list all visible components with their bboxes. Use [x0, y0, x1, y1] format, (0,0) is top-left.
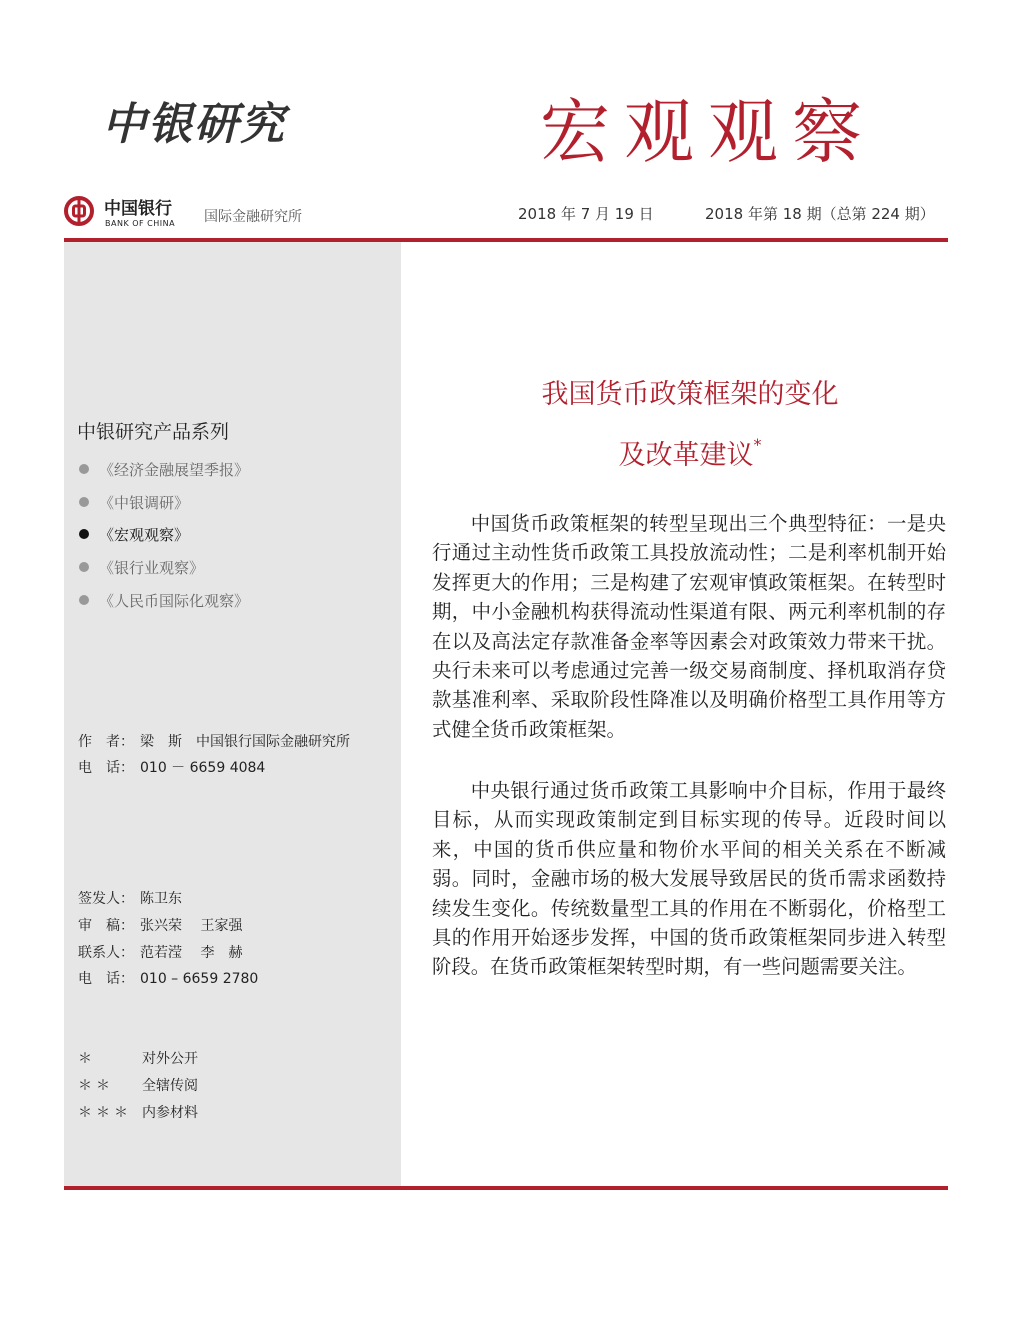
- level-stars: ＊＊＊: [78, 1105, 132, 1121]
- level-label: 内参材料: [142, 1105, 198, 1121]
- bank-of-china-logo-icon: [64, 196, 94, 226]
- institute-name: 国际金融研究所: [204, 209, 302, 225]
- author-phone-row: [78, 757, 265, 777]
- series-title: 宏观观察: [540, 91, 876, 173]
- reviewer-row: [78, 915, 242, 935]
- product-label: 《宏观观察》: [99, 526, 190, 544]
- classification-level: [78, 1075, 198, 1095]
- report-title-line2: [430, 420, 950, 481]
- level-label: 对外公开: [142, 1051, 198, 1067]
- product-label: 《经济金融展望季报》: [99, 461, 250, 479]
- contact-row: [78, 942, 242, 962]
- bullet-icon: [79, 497, 89, 507]
- product-item: [79, 492, 189, 513]
- report-title-line2-text: 及改革建议: [618, 440, 754, 471]
- sidebar-panel: [64, 242, 401, 1186]
- author-value: 梁 斯 中国银行国际金融研究所: [140, 734, 350, 750]
- bank-name-en: BANK OF CHINA: [105, 219, 176, 228]
- signer-value: 陈卫东: [140, 891, 182, 907]
- level-stars: ＊＊: [78, 1078, 114, 1094]
- classification-level: [78, 1048, 198, 1068]
- product-item: [79, 590, 249, 611]
- issue-number: 2018 年第 18 期（总第 224 期）: [705, 205, 935, 223]
- contact-phone-value: 010 – 6659 2780: [140, 971, 259, 987]
- products-heading: 中银研究产品系列: [77, 421, 230, 443]
- signer-label: 签发人：: [78, 891, 134, 907]
- report-title-line1: 我国货币政策框架的变化: [541, 379, 839, 410]
- level-stars: ＊: [78, 1051, 96, 1067]
- signer-row: [78, 888, 182, 908]
- product-label: 《人民币国际化观察》: [99, 592, 250, 610]
- reviewer-label: 审 稿：: [78, 918, 134, 934]
- contact-phone-row: [78, 968, 258, 988]
- bullet-icon: [79, 595, 89, 605]
- body-paragraph: 中央银行通过货币政策工具影响中介目标，作用于最终目标，从而实现政策制定到目标实现的传导。近段时间以来，中国的货币供应量和物价水平间的相关关系在不断减弱。同时，金融市场的极大发展导致居民的货币需求函数持续发生变化。传统数量型工具的作用在不断弱化，价格型工具的作用开始逐步发挥，中国的货币政策框架同步进入转型阶段。在货币政策框架转型时期，有一些问题需要关注。: [432, 779, 946, 979]
- product-item: [79, 459, 249, 480]
- author-row: [78, 731, 350, 751]
- bullet-icon: [79, 529, 89, 539]
- footnote-mark: *: [753, 435, 762, 454]
- product-item: [79, 557, 204, 578]
- contact-label: 联系人：: [78, 945, 134, 961]
- bullet-icon: [79, 464, 89, 474]
- bottom-divider: [64, 1186, 948, 1190]
- author-phone-value: 010 － 6659 4084: [140, 760, 266, 776]
- contact-phone-label: 电 话：: [78, 971, 134, 987]
- bullet-icon: [79, 562, 89, 572]
- author-phone-label: 电 话：: [78, 760, 134, 776]
- bank-name-cn: 中国银行: [104, 199, 172, 219]
- level-label: 全辖传阅: [142, 1078, 198, 1094]
- product-item-active: [79, 524, 189, 545]
- contact-value: 范若滢 李 赫: [140, 945, 243, 961]
- issue-date: 2018 年 7 月 19 日: [518, 205, 654, 223]
- reviewer-value: 张兴荣 王家强: [140, 918, 243, 934]
- brand-script-logo: 中银研究: [102, 99, 286, 150]
- author-label: 作 者：: [78, 734, 134, 750]
- product-label: 《中银调研》: [99, 494, 190, 512]
- classification-level: [78, 1102, 198, 1122]
- body-paragraph: 中国货币政策框架的转型呈现出三个典型特征：一是央行通过主动性货币政策工具投放流动性；二是利率机制开始发挥更大的作用；三是构建了宏观审慎政策框架。在转型时期，中小金融机构获得流动性渠道有限、两元利率机制的存在以及高法定存款准备金率等因素会对政策效力带来干扰。央行未来可以考虑通过完善一级交易商制度、择机取消存贷款基准利率、采取阶段性降准以及明确价格型工具作用等方式健全货币政策框架。: [432, 512, 946, 741]
- report-title: [430, 370, 950, 481]
- product-label: 《银行业观察》: [99, 559, 205, 577]
